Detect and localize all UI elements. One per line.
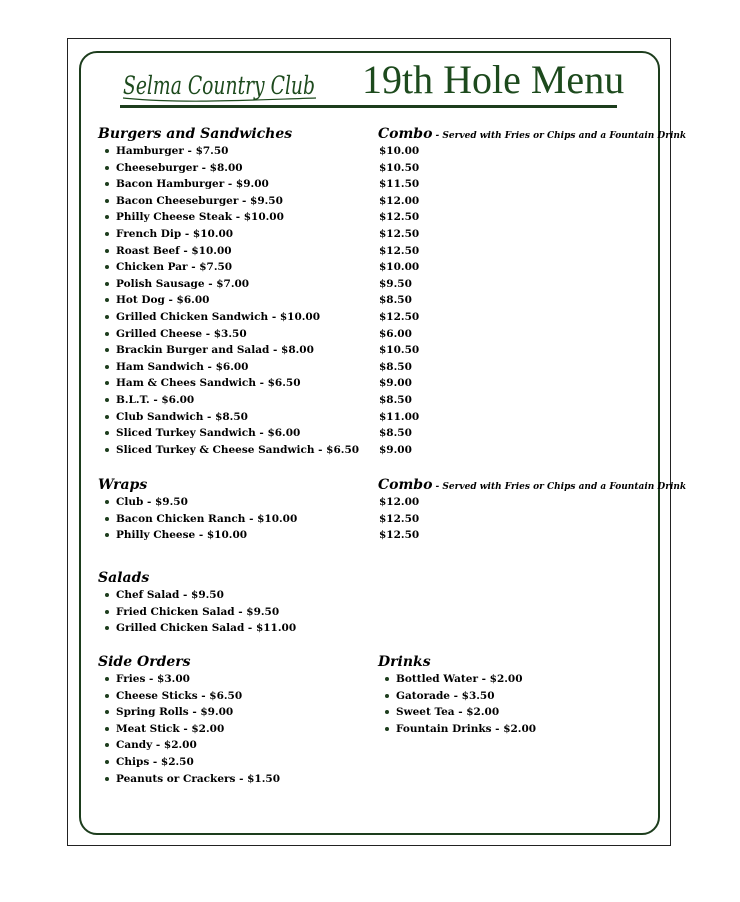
menu-item (98, 342, 359, 359)
bullet-icon (105, 743, 109, 747)
bullet-icon (105, 249, 109, 253)
bullet-icon (105, 381, 109, 385)
menu-item (98, 143, 359, 160)
menu-item (98, 527, 297, 544)
burgers-list (98, 143, 359, 458)
menu-item (378, 704, 536, 721)
menu-item (98, 721, 280, 738)
bullet-icon (105, 710, 109, 714)
bullet-icon (105, 348, 109, 352)
drinks-list (378, 671, 536, 737)
combo-price: $10.00 (379, 261, 420, 274)
combo-price: $12.00 (379, 194, 420, 207)
menu-item-text: Philly Cheese Steak - $10.00 (116, 211, 284, 224)
menu-item (98, 671, 280, 688)
menu-item (98, 226, 359, 243)
bullet-icon (105, 694, 109, 698)
menu-item (98, 494, 297, 511)
bullet-icon (105, 760, 109, 764)
bullet-icon (105, 626, 109, 630)
menu-item (98, 754, 280, 771)
menu-item-text: Fries - $3.00 (116, 673, 190, 685)
menu-item-text: Fried Chicken Salad - $9.50 (116, 605, 280, 618)
menu-item (98, 259, 359, 276)
combo-title: Combo (378, 477, 433, 493)
menu-item-text: Grilled Chicken Salad - $11.00 (116, 622, 297, 635)
bullet-icon (105, 282, 109, 286)
menu-item (378, 688, 536, 705)
menu-item-text: Ham & Chees Sandwich - $6.50 (116, 377, 301, 390)
bullet-icon (105, 533, 109, 537)
menu-item-text: Candy - $2.00 (116, 739, 197, 752)
menu-item (98, 209, 359, 226)
menu-item (98, 292, 359, 309)
bullet-icon (105, 265, 109, 269)
menu-item-text: Polish Sausage - $7.00 (116, 277, 250, 290)
combo-price: $6.00 (379, 327, 412, 340)
salads-list (98, 587, 296, 637)
section-heading-sides: Side Orders (98, 654, 191, 670)
menu-item (98, 604, 296, 621)
menu-item (98, 409, 359, 426)
combo-price: $8.50 (379, 427, 412, 440)
combo-note: - Served with Fries or Chips and a Fountain Drink (432, 131, 687, 141)
menu-item-text: Hot Dog - $6.00 (116, 294, 210, 307)
menu-item-text: Peanuts or Crackers - $1.50 (116, 772, 281, 785)
menu-item (98, 176, 359, 193)
section-heading-wraps-combo (378, 476, 686, 496)
bullet-icon (105, 517, 109, 521)
bullet-icon (105, 332, 109, 336)
combo-price: $12.00 (379, 496, 420, 508)
menu-item (98, 511, 297, 528)
menu-item-text: Bacon Chicken Ranch - $10.00 (116, 512, 298, 525)
bullet-icon (105, 398, 109, 402)
bullet-icon (105, 431, 109, 435)
menu-item (98, 737, 280, 754)
combo-title: Combo (378, 126, 433, 142)
combo-price: $12.50 (379, 512, 420, 525)
menu-item (98, 688, 280, 705)
menu-item (98, 160, 359, 177)
menu-item (98, 326, 359, 343)
menu-item-text: Sweet Tea - $2.00 (396, 706, 500, 719)
section-heading-wraps: Wraps (98, 477, 148, 493)
menu-item-text: Sliced Turkey & Cheese Sandwich - $6.50 (116, 443, 360, 456)
combo-price: $10.50 (379, 344, 420, 357)
menu-item-text: Brackin Burger and Salad - $8.00 (116, 344, 314, 357)
menu-item-text: Bottled Water - $2.00 (396, 673, 523, 685)
bullet-icon (385, 710, 389, 714)
combo-price: $12.50 (379, 529, 420, 542)
menu-item-text: Fountain Drinks - $2.00 (396, 722, 537, 735)
section-heading-salads: Salads (98, 570, 150, 586)
bullet-icon (105, 199, 109, 203)
menu-item-text: Sliced Turkey Sandwich - $6.00 (116, 427, 301, 440)
bullet-icon (105, 415, 109, 419)
bullet-icon (105, 500, 109, 504)
menu-item (98, 392, 359, 409)
combo-note: - Served with Fries or Chips and a Fountain Drink (432, 482, 687, 492)
menu-item (98, 771, 280, 788)
menu-item-text: Chips - $2.50 (116, 755, 194, 768)
section-heading-drinks: Drinks (378, 654, 431, 670)
combo-price: $9.00 (379, 443, 412, 456)
menu-item (98, 704, 280, 721)
bullet-icon (385, 694, 389, 698)
menu-item-text: Philly Cheese - $10.00 (116, 529, 248, 542)
section-heading-burgers: Burgers and Sandwiches (98, 126, 293, 142)
menu-item-text: Roast Beef - $10.00 (116, 244, 232, 257)
menu-item-text: Bacon Cheeseburger - $9.50 (116, 194, 283, 207)
menu-item (378, 671, 536, 688)
combo-price: $10.00 (379, 145, 420, 157)
menu-item-text: Ham Sandwich - $6.00 (116, 360, 249, 373)
combo-price: $9.00 (379, 377, 412, 390)
combo-price: $8.50 (379, 393, 412, 406)
bullet-icon (105, 777, 109, 781)
combo-price: $8.50 (379, 360, 412, 373)
bullet-icon (385, 677, 389, 681)
bullet-icon (105, 727, 109, 731)
title-divider (120, 105, 617, 108)
wraps-combo-price-list (379, 494, 419, 544)
bullet-icon (105, 182, 109, 186)
menu-item-text: Bacon Hamburger - $9.00 (116, 178, 269, 191)
bullet-icon (105, 593, 109, 597)
menu-item (98, 359, 359, 376)
menu-item (98, 276, 359, 293)
bullet-icon (105, 610, 109, 614)
combo-price: $12.50 (379, 244, 420, 257)
menu-item-text: B.L.T. - $6.00 (116, 393, 195, 406)
combo-price: $10.50 (379, 161, 420, 174)
club-logo (121, 60, 321, 106)
bullet-icon (105, 166, 109, 170)
combo-price: $12.50 (379, 227, 420, 240)
menu-item-text: Spring Rolls - $9.00 (116, 706, 234, 719)
bullet-icon (105, 315, 109, 319)
menu-item-text: Chef Salad - $9.50 (116, 589, 224, 601)
menu-item (98, 425, 359, 442)
menu-item (378, 721, 536, 738)
menu-item (98, 243, 359, 260)
combo-price: $12.50 (379, 211, 420, 224)
combo-price: $11.00 (379, 410, 420, 423)
menu-item-text: Hamburger - $7.50 (116, 145, 229, 157)
menu-item-text: Meat Stick - $2.00 (116, 722, 225, 735)
wraps-list (98, 494, 297, 544)
menu-item (98, 442, 359, 459)
section-heading-combo (378, 125, 686, 145)
menu-item-text: Grilled Chicken Sandwich - $10.00 (116, 310, 321, 323)
bullet-icon (105, 149, 109, 153)
combo-price: $11.50 (379, 178, 420, 191)
bullet-icon (105, 298, 109, 302)
menu-item-text: Chicken Par - $7.50 (116, 261, 233, 274)
bullet-icon (105, 215, 109, 219)
menu-title: 19th Hole Menu (362, 57, 625, 102)
bullet-icon (385, 727, 389, 731)
menu-item-text: Club - $9.50 (116, 496, 188, 508)
combo-price-list (379, 143, 419, 458)
combo-price: $8.50 (379, 294, 412, 307)
menu-item (98, 193, 359, 210)
menu-item-text: French Dip - $10.00 (116, 227, 234, 240)
sides-list (98, 671, 280, 787)
menu-item (98, 309, 359, 326)
bullet-icon (105, 448, 109, 452)
combo-price: $12.50 (379, 310, 420, 323)
menu-item (98, 375, 359, 392)
menu-item (98, 620, 296, 637)
menu-item-text: Grilled Cheese - $3.50 (116, 327, 247, 340)
club-name-lettering: Selma Country Club (123, 71, 315, 100)
combo-price: $9.50 (379, 277, 412, 290)
bullet-icon (105, 232, 109, 236)
menu-item-text: Club Sandwich - $8.50 (116, 410, 248, 423)
menu-item-text: Cheeseburger - $8.00 (116, 161, 243, 174)
bullet-icon (105, 677, 109, 681)
menu-item-text: Cheese Sticks - $6.50 (116, 689, 243, 702)
bullet-icon (105, 365, 109, 369)
menu-item-text: Gatorade - $3.50 (396, 689, 495, 702)
menu-item (98, 587, 296, 604)
